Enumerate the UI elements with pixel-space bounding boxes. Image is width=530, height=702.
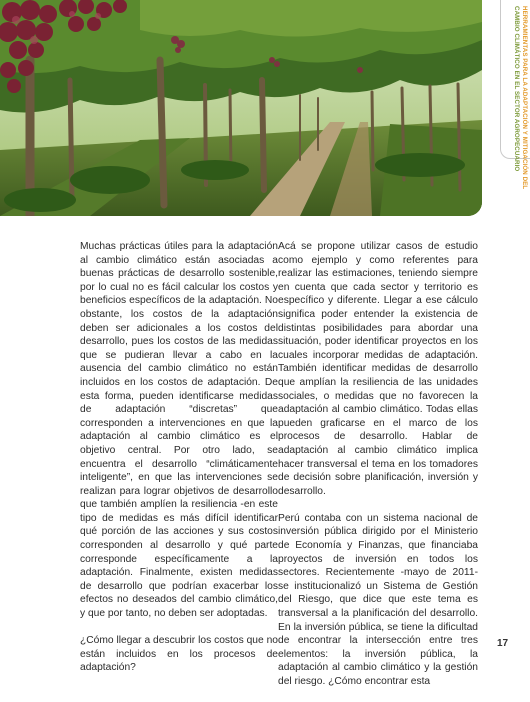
page-number: 17 — [497, 638, 509, 649]
side-tab-line-1: HERRAMIENTAS PARA LA ADAPTACIÓN Y MITIGACIÓN DEL — [521, 6, 528, 190]
vineyard-photo — [0, 0, 482, 216]
section-side-tab-text — [513, 6, 528, 189]
section-side-tab — [500, 0, 530, 190]
left-text-column — [80, 240, 278, 689]
left-paragraph-1: Muchas prácticas útiles para la adaptación al cambio climático están asociadas a buenas prácticas de desarrollo sostenible, por lo cual no es fácil calcular los costos y beneficios específicos de la adaptación. No obstante, los costos de la adaptación deben ser adicionales a los costos del desarrollo, pues los costos de las medidas que se pudieran llevar a cabo en la ausencia del cambio climático no están incluidos en los costos de adaptación. De esta forma, pueden identificarse medidas de adaptación “discretas” que corresponden a intervenciones en que la adaptación al cambio climático es el objetivo central. Por otro lado, se encuentra el desarrollo “climáticamente inteligente”, en que las intervenciones se realizan para lograr objetivos de desarrollo que también amplíen la resiliencia -en este tipo de medidas es más difícil identificar qué porción de las acciones y sus costos corresponden al desarrollo y qué parte corresponde específicamente a la adaptación. Finalmente, existen medidas de desarrollo que podrían exacerbar los efectos no deseados del cambio climático, y que por tanto, no deben ser adoptadas. — [80, 241, 278, 620]
left-paragraph-2: ¿Cómo llegar a descubrir los costos que no están incluidos en los procesos de adaptación? — [80, 635, 278, 674]
right-paragraph-1: Acá se propone utilizar casos de estudio como ejemplo y como referentes para realizar las estimaciones, teniendo siempre en cuenta que cada sector y territorio es específico y diferente. Llegar a ese cálculo significa poder entender la existencia de distintas posibilidades para abordar una situación, poder identificar proyectos en los cuales incorporar medidas de adaptación. También identificar medidas de desarrollo que amplían la resiliencia de las unidades sociales, o medidas que no favorecen la adaptación al cambio climático. Todas ellas pueden graficarse en el marco de los procesos de desarrollo. Hablar de adaptación al cambio climático implica hacer transversal el tema en los tomadores de decisión sobre planificación, inversión y desarrollo. — [278, 241, 478, 497]
side-tab-line-2: CAMBIO CLIMÁTICO EN EL SECTOR AGROPECUARIO — [513, 6, 521, 172]
right-text-column — [278, 240, 478, 702]
right-paragraph-2: Perú contaba con un sistema nacional de inversión pública dirigido por el Ministerio de Economía y Finanzas, que financiaba proyectos de inversión en todos los sectores. Recientemente -mayo de 2011- se institucionalizó un Sistema de Gestión del Riesgo, que dice que este tema es transversal a la planificación del desarrollo. En la inversión pública, se tiene la dificultad de encontrar la intersección entre tres elementos: la inversión pública, la adaptación al cambio climático y la gestión del riesgo. ¿Cómo encontrar esta — [278, 512, 478, 687]
